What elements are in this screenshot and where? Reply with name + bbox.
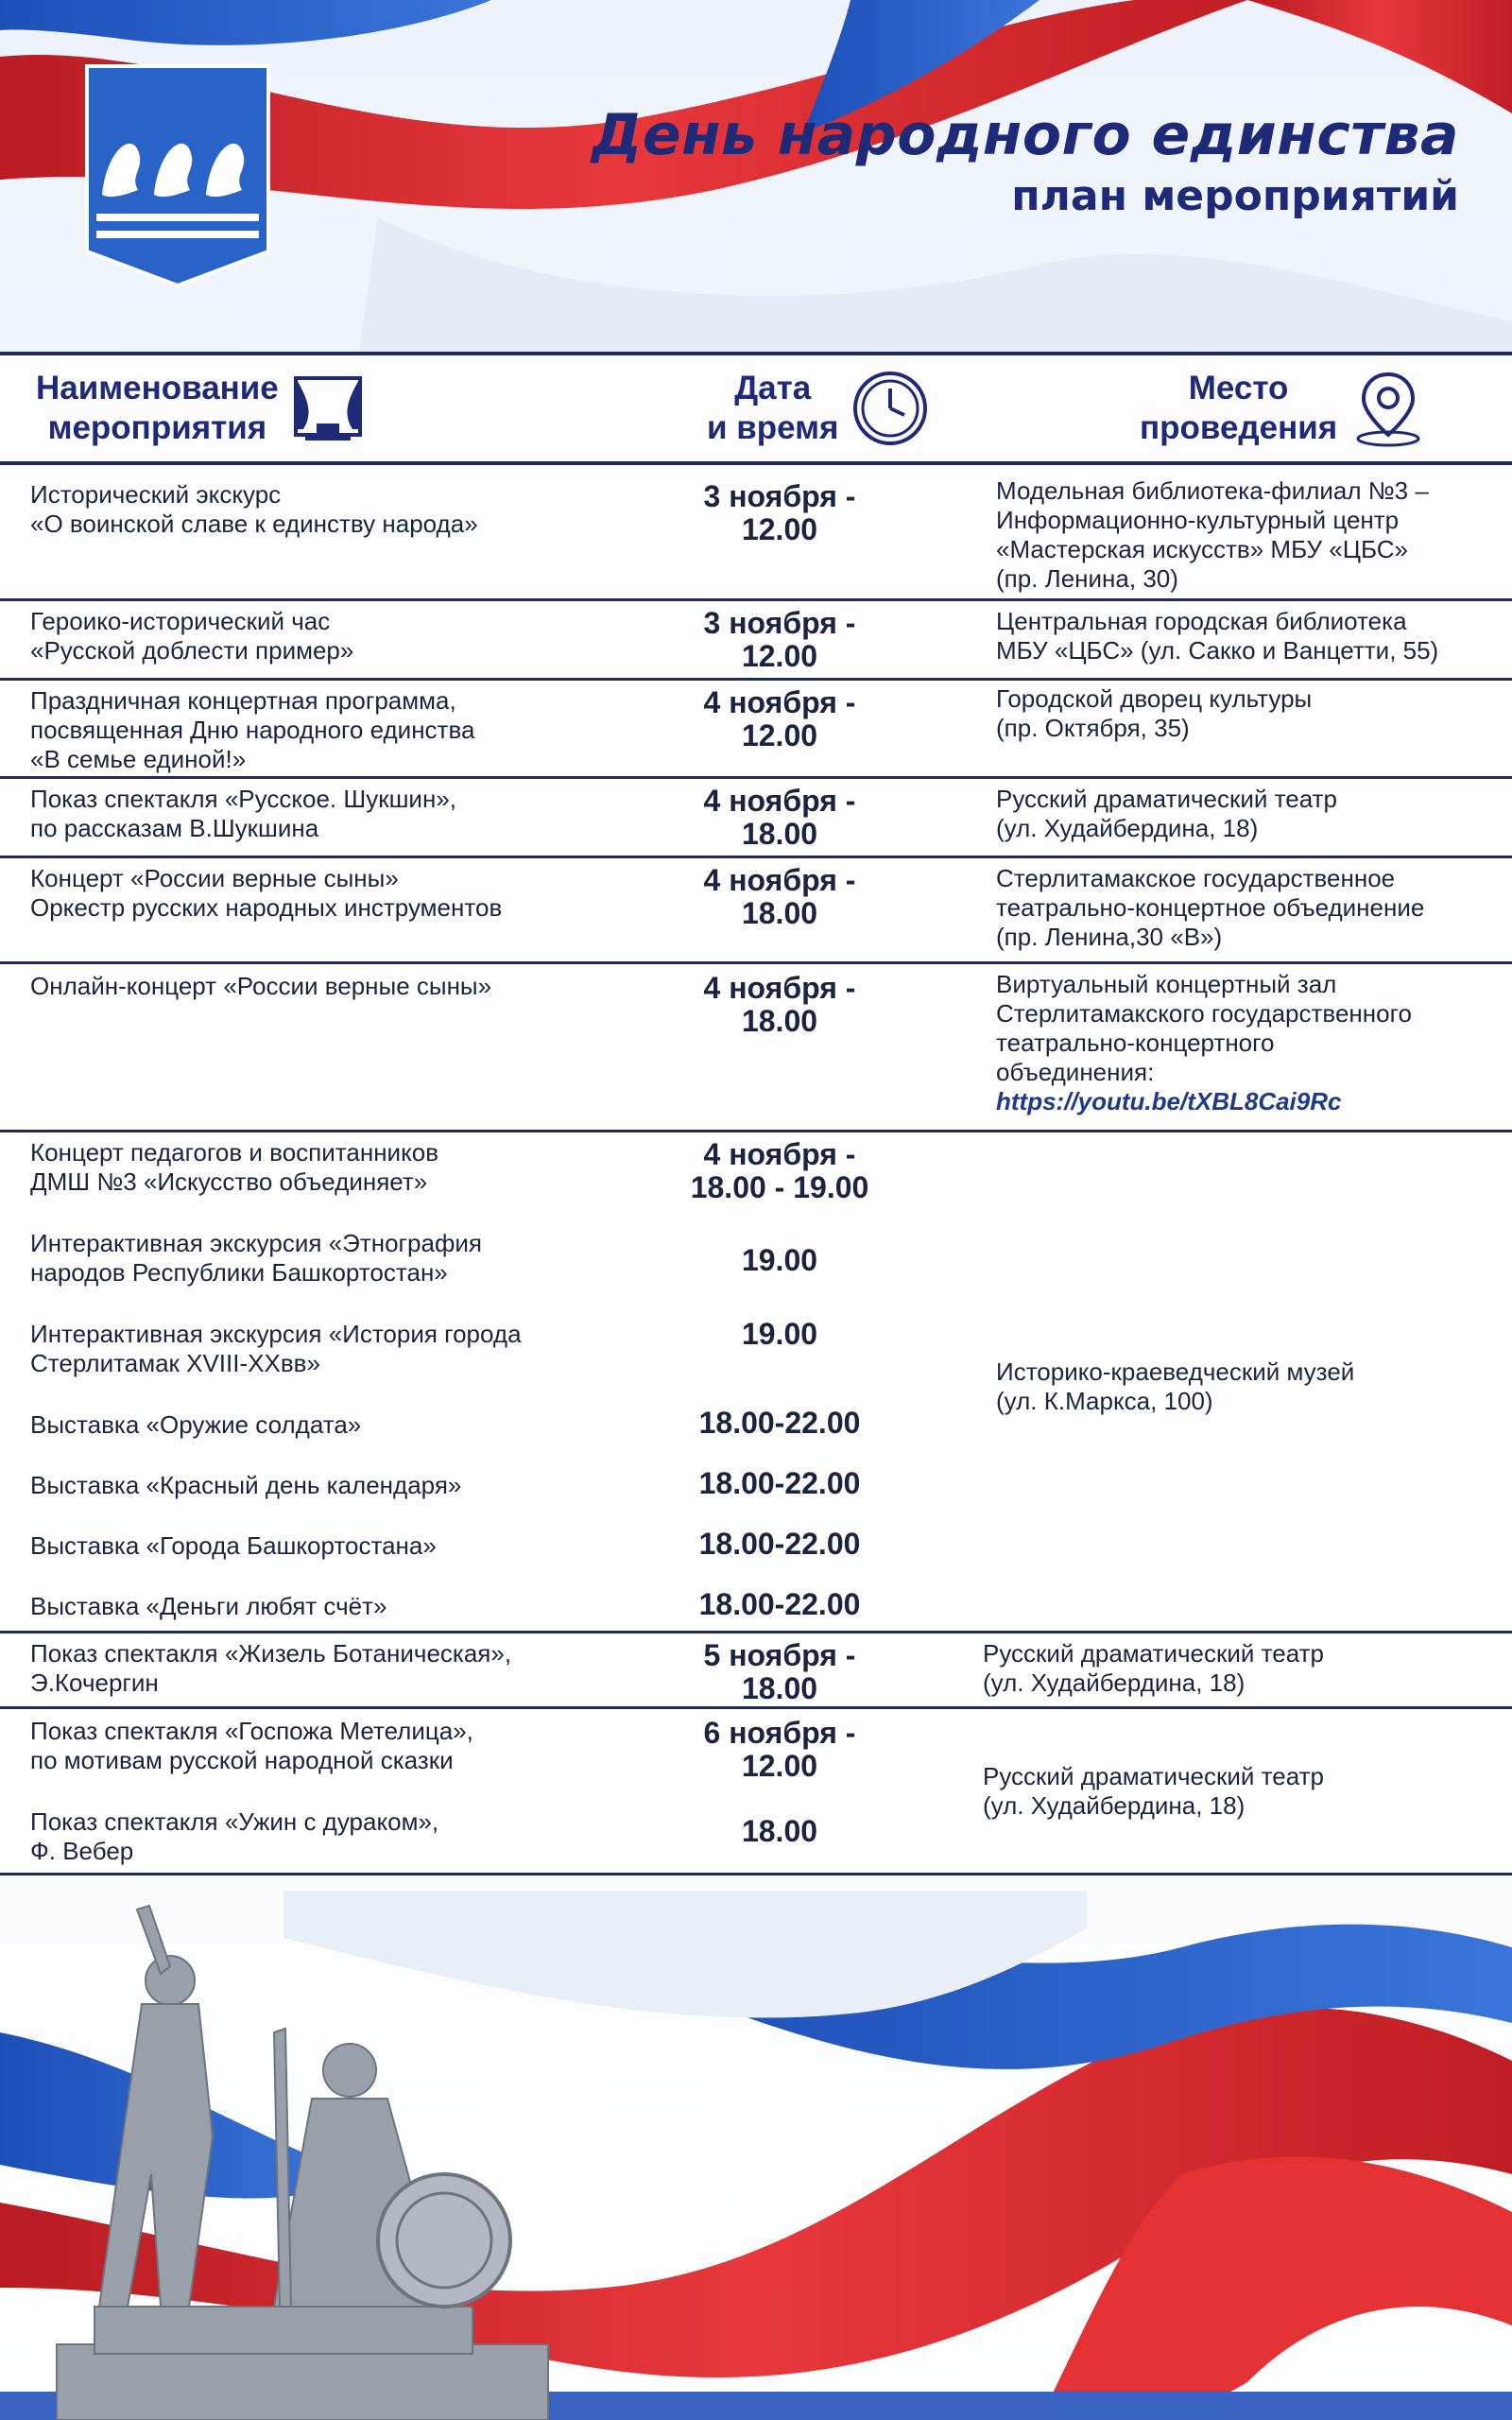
- event-date: 6 ноября - 12.00: [703, 1716, 856, 1783]
- youtube-link[interactable]: https://youtu.be/tXBL8Cai9Rc: [996, 1087, 1342, 1115]
- event-date: 18.00-22.00: [698, 1466, 861, 1500]
- monument-illustration: [38, 1891, 567, 2420]
- event-date: 5 ноября - 18.00: [703, 1638, 856, 1705]
- event-name: Выставка «Красный день календаря»: [30, 1471, 462, 1499]
- event-date: 19.00: [741, 1317, 818, 1351]
- page-title: День народного единства: [591, 102, 1459, 168]
- event-name: Выставка «Оружие солдата»: [30, 1410, 362, 1439]
- table-row: [0, 1709, 1512, 1876]
- event-name: Праздничная концертная программа, посвященная Дню народного единства «В семье единой!»: [30, 686, 475, 773]
- event-date: 4 ноября - 18.00: [703, 784, 856, 851]
- event-name: Концерт «России верные сыны» Оркестр русских народных инструментов: [30, 864, 503, 922]
- table-row: [0, 779, 1512, 858]
- event-date: 18.00-22.00: [698, 1527, 861, 1561]
- event-date: 4 ноября - 18.00: [703, 971, 856, 1038]
- event-date: 3 ноября - 12.00: [703, 479, 856, 546]
- event-place: Модельная библиотека-филиал №3 – Информационно-культурный центр «Мастерская искусств» МБУ «ЦБС» (пр. Ленина, 30): [996, 476, 1429, 593]
- poster-title: [592, 102, 1459, 220]
- event-place: Русский драматический театр (ул. Худайбердина, 18): [996, 785, 1337, 842]
- event-place: Русский драматический театр (ул. Худайбердина, 18): [983, 1762, 1324, 1820]
- table-row: [0, 858, 1512, 964]
- event-name: Показ спектакля «Госпожа Метелица», по мотивам русской народной сказки: [30, 1717, 473, 1774]
- event-place: Виртуальный концертный зал Стерлитамакского государственного театрально-концертного объединения: https://youtu.be/tXBL8Cai9Rc: [996, 970, 1506, 1116]
- event-name: Выставка «Деньги любят счёт»: [30, 1592, 387, 1620]
- location-pin-icon: [1350, 369, 1426, 448]
- event-name: Интерактивная экскурсия «Этнография народов Республики Башкортостан»: [30, 1229, 482, 1287]
- event-name: Показ спектакля «Жизель Ботаническая», Э.Кочергин: [30, 1639, 512, 1697]
- event-place: Историко-краеведческий музей (ул. К.Маркса, 100): [996, 1357, 1355, 1415]
- table-row: [0, 964, 1512, 1132]
- column-header-date: Дата и время: [707, 355, 929, 461]
- event-date: 18.00: [741, 1814, 818, 1848]
- table-row-museum: [0, 1132, 1512, 1634]
- event-date: 4 ноября - 18.00: [703, 863, 856, 930]
- event-name: Онлайн-концерт «России верные сыны»: [30, 972, 492, 1000]
- event-date: 18.00-22.00: [698, 1406, 861, 1440]
- event-name: Героико-исторический час «Русской доблести пример»: [30, 607, 354, 665]
- event-date: 3 ноября - 12.00: [703, 606, 856, 673]
- column-header-name: Наименование мероприятия: [36, 355, 364, 461]
- event-name: Показ спектакля «Русское. Шукшин», по рассказам В.Шукшина: [30, 785, 457, 842]
- event-place: Центральная городская библиотека МБУ «ЦБС» (ул. Сакко и Ванцетти, 55): [996, 607, 1439, 665]
- city-coat-of-arms-icon: [83, 62, 272, 289]
- event-place: Городской дворец культуры (пр. Октября, 35): [996, 684, 1313, 742]
- event-name: Концерт педагогов и воспитанников ДМШ №3 «Искусство объединяет»: [30, 1138, 439, 1196]
- event-name: Интерактивная экскурсия «История города Стерлитамак XVIII-XXвв»: [30, 1320, 522, 1377]
- table-row: [0, 601, 1512, 681]
- event-date: 18.00-22.00: [698, 1587, 861, 1621]
- event-name: Показ спектакля «Ужин с дураком», Ф. Вебер: [30, 1807, 439, 1865]
- table-header: [0, 352, 1512, 465]
- table-row: [0, 681, 1512, 779]
- events-schedule-table: [0, 352, 1512, 1876]
- event-name: Исторический экскурс «О воинской славе к единству народа»: [30, 480, 478, 538]
- event-name: Выставка «Города Башкортостана»: [30, 1531, 437, 1560]
- event-date: 4 ноября - 12.00: [703, 685, 856, 752]
- clock-icon: [851, 370, 929, 447]
- theater-stage-icon: [292, 372, 364, 444]
- page-subtitle: план мероприятий: [1011, 172, 1459, 220]
- event-place: Стерлитамакское государственное театрально-концертное объединение (пр. Ленина,30 «В»): [996, 864, 1425, 951]
- table-row: [0, 1634, 1512, 1709]
- column-header-place: Место проведения: [1140, 355, 1426, 461]
- table-row: [0, 465, 1512, 601]
- event-place: Русский драматический театр (ул. Худайбердина, 18): [983, 1639, 1324, 1697]
- event-date: 4 ноября - 18.00 - 19.00: [690, 1137, 869, 1204]
- event-date: 19.00: [741, 1243, 818, 1277]
